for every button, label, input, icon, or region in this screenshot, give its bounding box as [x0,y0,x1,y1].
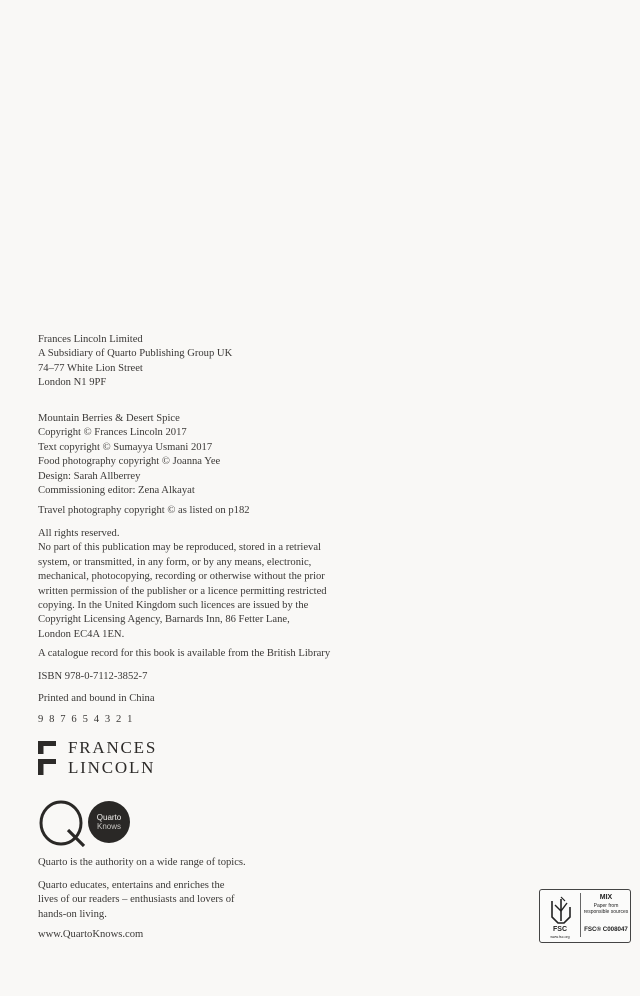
credit-line: Design: Sarah Allberrey [38,470,141,482]
number-line-text: 9 8 7 6 5 4 3 2 1 [38,714,135,725]
fsc-paper-line: Paper from [593,903,619,909]
credit-line: Commissioning editor: Zena Alkayat [38,485,195,497]
printed-text: Printed and bound in China [38,693,155,704]
fsc-divider [580,893,581,937]
quarto-website [38,928,368,942]
quarto-url-text: www.QuartoKnows.com [38,929,144,940]
printer-number-line [38,713,368,727]
logo-word-frances: FRANCES [68,738,158,757]
logo-word-lincoln: LINCOLN [68,758,156,777]
book-credits [38,412,368,498]
rights-notice [38,527,368,642]
isbn-text: ISBN 978-0-7112-3852-7 [38,671,148,682]
quarto-tagline [38,856,368,870]
rights-line: mechanical, photocopying, recording or otherwise without the prior [38,571,325,583]
fsc-paper-line: responsible sources [583,908,629,915]
fsc-mix: MIX [599,894,613,901]
quarto-description [38,879,248,922]
frances-lincoln-logo [38,739,238,779]
credit-line: Copyright © Frances Lincoln 2017 [38,427,187,439]
rights-line: All rights reserved. [38,528,120,539]
credit-line: Food photography copyright © Joanna Yee [38,456,221,468]
rights-line: copying. In the United Kingdom such licences are issued by the [38,600,309,612]
catalogue-text: A catalogue record for this book is available from the British Library [38,648,331,659]
quarto-badge-word1: Quarto [96,813,122,822]
fsc-code: FSC® C008047 [584,926,628,933]
quarto-badge-word2: Knows [96,821,121,831]
rights-line: written permission of the publisher or a licence permitting restricted [38,585,327,597]
quarto-knows-badge [88,801,130,843]
travel-photography-text: Travel photography copyright © as listed on p182 [38,505,250,516]
quarto-knows-logo [36,799,132,847]
quarto-description-line: hands-on living. [38,908,107,920]
rights-line: system, or transmitted, in any form, or by any means, electronic, [38,556,312,568]
quarto-tagline-text: Quarto is the authority on a wide range of topics. [38,857,246,868]
rights-line: Copyright Licensing Agency, Barnards Inn, 86 Fetter Lane, [38,614,290,626]
address-line: A Subsidiary of Quarto Publishing Group UK [38,348,233,360]
rights-line: London EC4A 1EN. [38,628,125,640]
quarto-description-line: Quarto educates, entertains and enriches the [38,880,225,891]
fsc-paper-text [582,904,630,915]
printed-in [38,692,368,706]
frances-lincoln-f-icon [38,741,58,775]
address-line: London N1 9PF [38,377,107,389]
isbn [38,670,368,684]
credit-line: Text copyright © Sumayya Usmani 2017 [38,441,213,453]
publisher-address [38,333,368,391]
book-title: Mountain Berries & Desert Spice [38,413,180,424]
address-line: Frances Lincoln Limited [38,334,143,345]
fsc-site: www.fsc.org [550,935,570,939]
fsc-wordmark: FSC [553,926,567,933]
quarto-description-line: lives of our readers – enthusiasts and lovers of [38,894,235,906]
travel-photography-credit [38,504,368,518]
address-line: 74–77 White Lion Street [38,362,143,374]
fsc-mix-label [539,889,631,943]
rights-line: No part of this publication may be reproduced, stored in a retrieval [38,542,321,554]
catalogue-record [38,647,368,661]
